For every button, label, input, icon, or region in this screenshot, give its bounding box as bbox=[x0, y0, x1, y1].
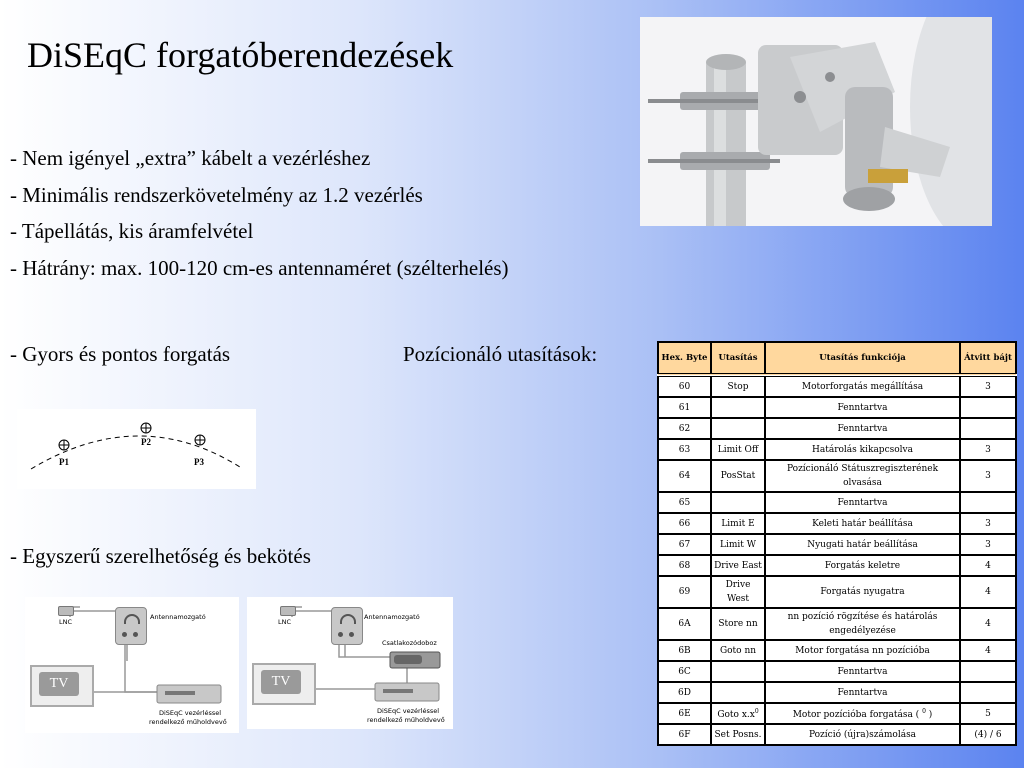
table-row bbox=[658, 576, 1016, 608]
command-cell bbox=[711, 418, 765, 439]
positioning-commands-heading: Pozícionáló utasítások: bbox=[403, 342, 598, 366]
bytes-cell: (4) / 6 bbox=[960, 724, 1016, 745]
table-row bbox=[658, 397, 1016, 418]
command-cell: Goto nn bbox=[711, 640, 765, 661]
command-cell: Limit W bbox=[711, 534, 765, 555]
function-cell: Forgatás nyugatra bbox=[765, 576, 960, 608]
bytes-cell bbox=[960, 418, 1016, 439]
command-cell: PosStat bbox=[711, 460, 765, 492]
function-cell bbox=[765, 703, 960, 724]
table-row bbox=[658, 418, 1016, 439]
table-row bbox=[658, 439, 1016, 460]
tv-icon bbox=[252, 663, 316, 705]
function-cell: Forgatás keletre bbox=[765, 555, 960, 576]
receiver-label-line2: rendelkező műholdvevő bbox=[367, 716, 445, 724]
bytes-cell bbox=[960, 661, 1016, 682]
wiring-diagram-with-junction-box bbox=[247, 597, 453, 729]
motor-label: Antennamozgató bbox=[150, 613, 206, 621]
table-row bbox=[658, 534, 1016, 555]
position-arc-diagram bbox=[17, 409, 256, 489]
command-cell: Limit Off bbox=[711, 439, 765, 460]
header-bytes: Átvitt bájt bbox=[960, 342, 1016, 375]
bytes-cell bbox=[960, 397, 1016, 418]
function-cell: Fenntartva bbox=[765, 418, 960, 439]
hex-cell: 68 bbox=[658, 555, 711, 576]
header-command: Utasítás bbox=[711, 342, 765, 375]
function-cell: Fenntartva bbox=[765, 661, 960, 682]
tv-label: TV bbox=[39, 672, 79, 696]
function-cell: Fenntartva bbox=[765, 397, 960, 418]
hex-cell: 6E bbox=[658, 703, 711, 724]
hex-cell: 63 bbox=[658, 439, 711, 460]
bullet-item: - Nem igényel „extra” kábelt a vezérléshez bbox=[10, 146, 371, 170]
function-cell: Pozíció (újra)számolása bbox=[765, 724, 960, 745]
easy-install-text: - Egyszerű szerelhetőség és bekötés bbox=[10, 544, 311, 568]
command-text: Goto x.x bbox=[717, 710, 755, 720]
bullet-item: - Hátrány: max. 100-120 cm-es antennaméret (szélterhelés) bbox=[10, 255, 509, 280]
position-marker-p2 bbox=[141, 423, 151, 433]
hex-cell: 6F bbox=[658, 724, 711, 745]
header-function: Utasítás funkciója bbox=[765, 342, 960, 375]
bytes-cell: 3 bbox=[960, 375, 1016, 397]
command-cell: Stop bbox=[711, 375, 765, 397]
bytes-cell: 3 bbox=[960, 513, 1016, 534]
fast-rotation-text: - Gyors és pontos forgatás bbox=[10, 342, 231, 366]
bullet-item: - Tápellátás, kis áramfelvétel bbox=[10, 219, 254, 243]
table-row bbox=[658, 555, 1016, 576]
p1-label: P1 bbox=[59, 457, 69, 467]
p3-label: P3 bbox=[194, 457, 204, 467]
table-row bbox=[658, 608, 1016, 640]
motor-label: Antennamozgató bbox=[364, 613, 420, 621]
bytes-cell: 3 bbox=[960, 439, 1016, 460]
bytes-cell: 3 bbox=[960, 534, 1016, 555]
command-cell: Drive West bbox=[711, 576, 765, 608]
p2-label: P2 bbox=[141, 437, 151, 447]
command-cell: Set Posns. bbox=[711, 724, 765, 745]
function-cell: Motorforgatás megállítása bbox=[765, 375, 960, 397]
table-row bbox=[658, 460, 1016, 492]
lnc-label: LNC bbox=[278, 618, 292, 626]
bullet-item: - Minimális rendszerkövetelmény az 1.2 vezérlés bbox=[10, 182, 423, 207]
feature-bullet-list bbox=[10, 143, 509, 289]
hex-cell: 62 bbox=[658, 418, 711, 439]
function-cell: Határolás kikapcsolva bbox=[765, 439, 960, 460]
hex-cell: 60 bbox=[658, 375, 711, 397]
hex-cell: 61 bbox=[658, 397, 711, 418]
command-cell bbox=[711, 492, 765, 513]
hex-cell: 6B bbox=[658, 640, 711, 661]
function-text: Motor pozícióba forgatása ( bbox=[792, 710, 920, 720]
antenna-motor-icon bbox=[115, 607, 147, 645]
function-cell: Fenntartva bbox=[765, 682, 960, 703]
function-cell: Pozícionáló Státuszregiszterének olvasása bbox=[765, 460, 960, 492]
hex-cell: 66 bbox=[658, 513, 711, 534]
hex-cell: 69 bbox=[658, 576, 711, 608]
bytes-cell bbox=[960, 682, 1016, 703]
receiver-label-line2: rendelkező műholdvevő bbox=[149, 718, 227, 726]
table-row bbox=[658, 375, 1016, 397]
command-cell bbox=[711, 703, 765, 724]
function-cell: nn pozíció rögzítése és határolás engedélyezése bbox=[765, 608, 960, 640]
function-cell: Nyugati határ beállítása bbox=[765, 534, 960, 555]
position-marker-p3 bbox=[195, 435, 205, 445]
table-row bbox=[658, 661, 1016, 682]
bytes-cell: 3 bbox=[960, 460, 1016, 492]
degree-superscript: 0 bbox=[754, 708, 759, 715]
position-marker-p1 bbox=[59, 440, 69, 450]
command-cell: Store nn bbox=[711, 608, 765, 640]
function-cell: Fenntartva bbox=[765, 492, 960, 513]
table-row bbox=[658, 492, 1016, 513]
bytes-cell: 4 bbox=[960, 555, 1016, 576]
tv-icon bbox=[30, 665, 94, 707]
function-cell: Motor forgatása nn pozícióba bbox=[765, 640, 960, 661]
table-row bbox=[658, 724, 1016, 745]
bytes-cell: 5 bbox=[960, 703, 1016, 724]
receiver-label-line1: DiSEqC vezérléssel bbox=[377, 707, 440, 715]
command-cell bbox=[711, 682, 765, 703]
command-cell: Limit E bbox=[711, 513, 765, 534]
command-cell bbox=[711, 661, 765, 682]
table-row bbox=[658, 513, 1016, 534]
lnc-icon bbox=[280, 606, 296, 616]
hex-cell: 64 bbox=[658, 460, 711, 492]
hex-cell: 6A bbox=[658, 608, 711, 640]
receiver-label-line1: DiSEqC vezérléssel bbox=[159, 709, 222, 717]
command-cell: Drive East bbox=[711, 555, 765, 576]
lnc-icon bbox=[58, 606, 74, 616]
table-header-row bbox=[658, 342, 1016, 375]
hex-cell: 6D bbox=[658, 682, 711, 703]
function-cell: Keleti határ beállítása bbox=[765, 513, 960, 534]
junction-box-label: Csatlakozódoboz bbox=[382, 639, 437, 647]
table-row bbox=[658, 640, 1016, 661]
lnc-label: LNC bbox=[59, 618, 73, 626]
positioning-commands-table bbox=[657, 341, 1017, 746]
bytes-cell: 4 bbox=[960, 640, 1016, 661]
table-row bbox=[658, 703, 1016, 724]
command-cell bbox=[711, 397, 765, 418]
slide-title: DiSEqC forgatóberendezések bbox=[27, 35, 454, 75]
tv-label: TV bbox=[261, 670, 301, 694]
wiring-diagram-direct bbox=[25, 597, 239, 733]
hex-cell: 65 bbox=[658, 492, 711, 513]
antenna-motor-icon bbox=[331, 607, 363, 645]
bytes-cell: 4 bbox=[960, 608, 1016, 640]
degree-superscript: 0 bbox=[922, 708, 926, 715]
function-text-end: ) bbox=[928, 710, 933, 720]
header-hex-byte: Hex. Byte bbox=[658, 342, 711, 375]
bytes-cell bbox=[960, 492, 1016, 513]
hex-cell: 67 bbox=[658, 534, 711, 555]
bytes-cell: 4 bbox=[960, 576, 1016, 608]
table-row bbox=[658, 682, 1016, 703]
motor-mount-photo bbox=[640, 17, 992, 226]
hex-cell: 6C bbox=[658, 661, 711, 682]
